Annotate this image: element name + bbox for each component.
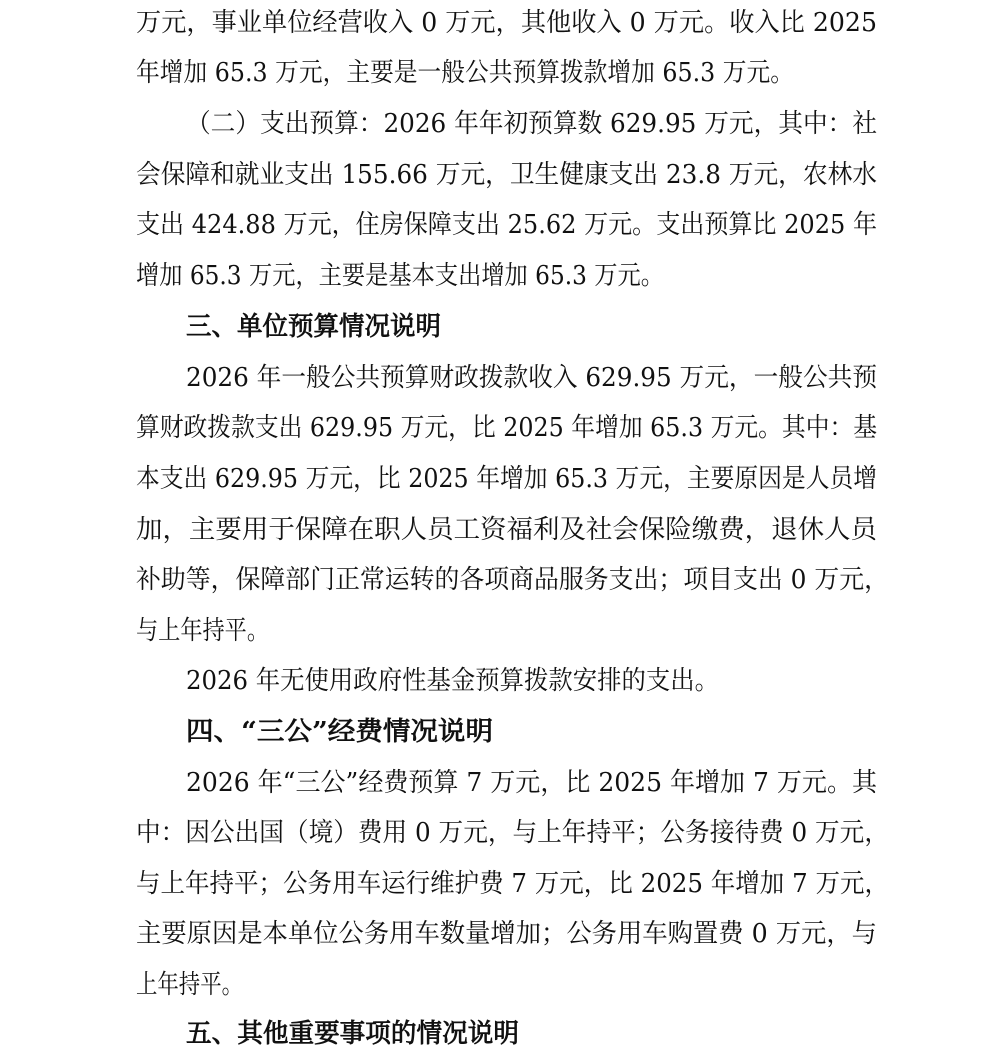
text-line: [0, 355, 1000, 401]
text-line: [0, 152, 1000, 198]
text-line: [0, 253, 1000, 299]
text-line: [0, 0, 1000, 46]
line-text: 加，主要用于保障在职人员工资福利及社会保险缴费，退休人员: [136, 515, 877, 545]
section-heading: [0, 709, 1000, 755]
text-line: [0, 810, 1000, 856]
text-line: [0, 507, 1000, 553]
line-text: 增加 65.3 万元，主要是基本支出增加 65.3 万元。: [136, 261, 664, 291]
line-text: 与上年持平。: [136, 616, 269, 646]
section-heading: [0, 304, 1000, 350]
text-line: [0, 962, 1000, 1008]
line-text: 2026 年一般公共预算财政拨款收入 629.95 万元，一般公共预: [186, 363, 877, 393]
line-text: （二）支出预算：2026 年年初预算数 629.95 万元，其中：社: [186, 109, 877, 139]
text-line: [0, 202, 1000, 248]
text-line: [0, 456, 1000, 502]
line-text: 万元，事业单位经营收入 0 万元，其他收入 0 万元。收入比 2025: [136, 8, 877, 38]
text-line: [0, 658, 1000, 704]
text-line: [0, 911, 1000, 957]
line-text: 会保障和就业支出 155.66 万元，卫生健康支出 23.8 万元，农林水: [136, 160, 877, 190]
line-text: 中：因公出国（境）费用 0 万元，与上年持平；公务接待费 0 万元，: [136, 818, 889, 848]
text-line: [0, 760, 1000, 806]
section-heading: [0, 1011, 1000, 1057]
line-text: 主要原因是本单位公务用车数量增加；公务用车购置费 0 万元，与: [136, 919, 877, 949]
text-line: [0, 861, 1000, 907]
heading-text: 三、单位预算情况说明: [186, 312, 441, 342]
text-line: [0, 50, 1000, 96]
line-text: 本支出 629.95 万元，比 2025 年增加 65.3 万元，主要原因是人员增: [136, 464, 877, 494]
line-text: 上年持平。: [136, 970, 243, 1000]
text-line: [0, 405, 1000, 451]
line-text: 与上年持平；公务用车运行维护费 7 万元，比 2025 年增加 7 万元，: [136, 869, 889, 899]
text-line: [0, 608, 1000, 654]
line-text: 年增加 65.3 万元，主要是一般公共预算拨款增加 65.3 万元。: [136, 58, 794, 88]
text-line: [0, 557, 1000, 603]
text-line: [0, 101, 1000, 147]
line-text: 2026 年无使用政府性基金预算拨款安排的支出。: [186, 666, 719, 696]
line-text: 补助等，保障部门正常运转的各项商品服务支出；项目支出 0 万元，: [136, 565, 889, 595]
line-text: 支出 424.88 万元，住房保障支出 25.62 万元。支出预算比 2025 年: [136, 210, 877, 240]
line-text: 2026 年“三公”经费预算 7 万元，比 2025 年增加 7 万元。其: [186, 768, 877, 798]
line-text: 算财政拨款支出 629.95 万元，比 2025 年增加 65.3 万元。其中：基: [136, 413, 877, 443]
heading-text: 五、其他重要事项的情况说明: [186, 1019, 519, 1049]
heading-text: 四、“三公”经费情况说明: [186, 717, 493, 747]
